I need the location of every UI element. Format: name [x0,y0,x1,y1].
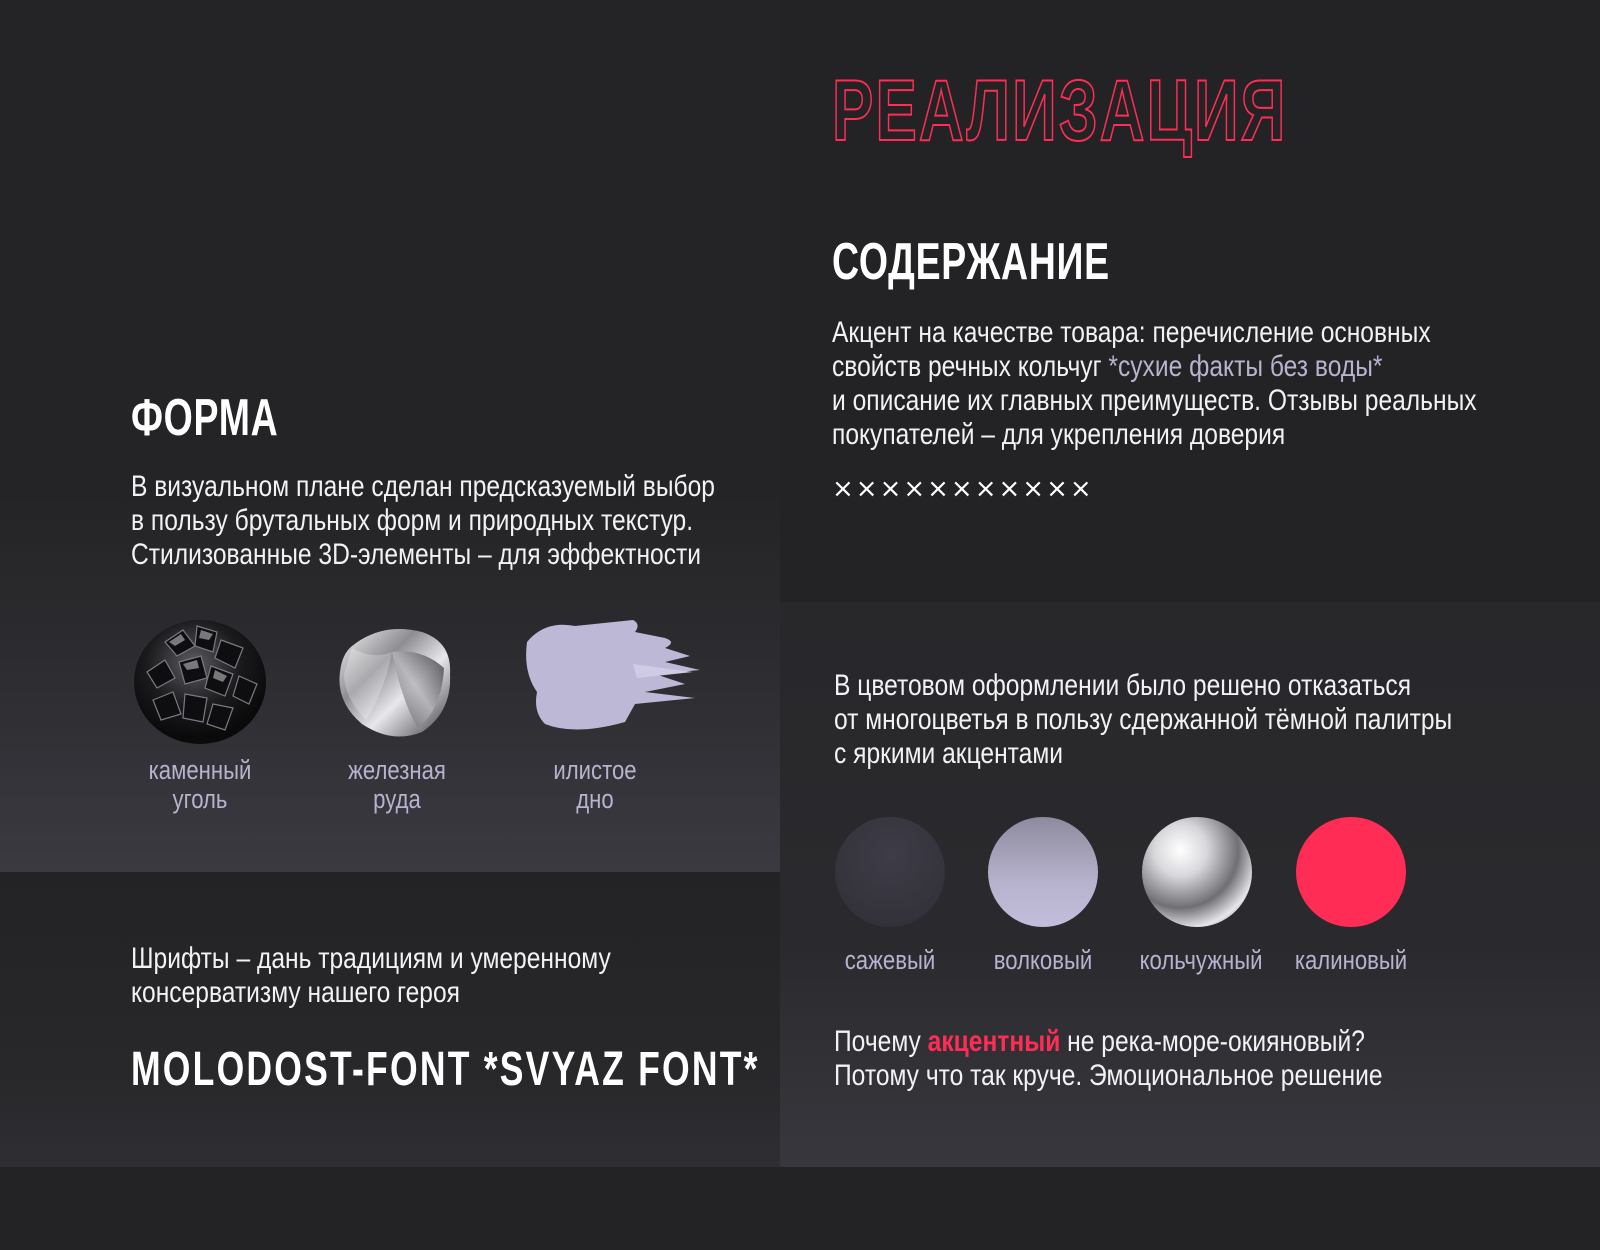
fonts-line-2: консерватизму нашего героя [131,976,460,1009]
content-description [832,316,1477,452]
form-line-3: Стилизованные 3D-элементы – для эффектности [131,538,702,571]
realization-title: РЕАЛИЗАЦИЯ [832,63,1288,159]
accent-word: акцентный [927,1025,1061,1058]
why-text [834,1025,1383,1093]
swatch-circle [1142,817,1252,927]
content-line-2: свойств речных кольчуг *сухие факты без воды* [832,350,1383,383]
color-description [834,669,1452,771]
material-label: илистое дно [553,755,637,814]
form-heading: ФОРМА [131,389,279,447]
why-line-1: Почему акцентный не река-море-окияновый? [834,1025,1365,1058]
swatch-soot [820,817,960,975]
material-coal [120,612,280,814]
content-heading: СОДЕРЖАНИЕ [832,233,1110,291]
swatch-circle [835,817,945,927]
content-line-1: Акцент на качестве товара: перечисление основных [832,316,1431,349]
coal-cluster-icon [125,612,275,752]
content-line-3: и описание их главных преимуществ. Отзывы реальных [832,384,1477,417]
material-label: железная руда [348,755,446,814]
color-line-1: В цветовом оформлении было решено отказаться [834,669,1412,702]
swatch-label: сажевый [844,945,936,975]
form-description [131,470,715,572]
why-line-2: Потому что так круче. Эмоциональное решение [834,1059,1383,1092]
swatch-label: волковый [993,945,1093,975]
form-line-2: в пользу брутальных форм и природных текстур. [131,504,694,537]
swatch-viburnum [1281,817,1421,975]
swatch-circle [988,817,1098,927]
silt-brush-stroke-icon [520,612,670,752]
iron-ore-cube-icon [322,612,472,752]
form-line-1: В визуальном плане сделан предсказуемый выбор [131,470,715,503]
swatch-label: калиновый [1294,945,1408,975]
fonts-line-1: Шрифты – дань традициям и умеренному [131,942,611,975]
swatch-label: кольчужный [1139,945,1263,975]
fonts-panel-background [0,872,780,1167]
material-silt [515,612,675,814]
content-line-4: покупателей – для укрепления доверия [832,418,1286,451]
color-line-2: от многоцветья в пользу сдержанной тёмной палитры [834,703,1453,736]
cross-ornament: ××××××××××× [832,474,1094,504]
swatch-chainmail [1127,817,1267,975]
footer-strip [0,1167,1600,1250]
swatch-wolf [973,817,1113,975]
material-iron-ore [317,612,477,814]
font-sample: MOLODOST-FONT *SVYAZ FONT* [131,1043,760,1096]
material-label: каменный уголь [148,755,252,814]
content-highlight: *сухие факты без воды* [1108,350,1383,383]
swatch-circle [1296,817,1406,927]
fonts-description [131,942,611,1010]
color-line-3: с яркими акцентами [834,737,1063,770]
